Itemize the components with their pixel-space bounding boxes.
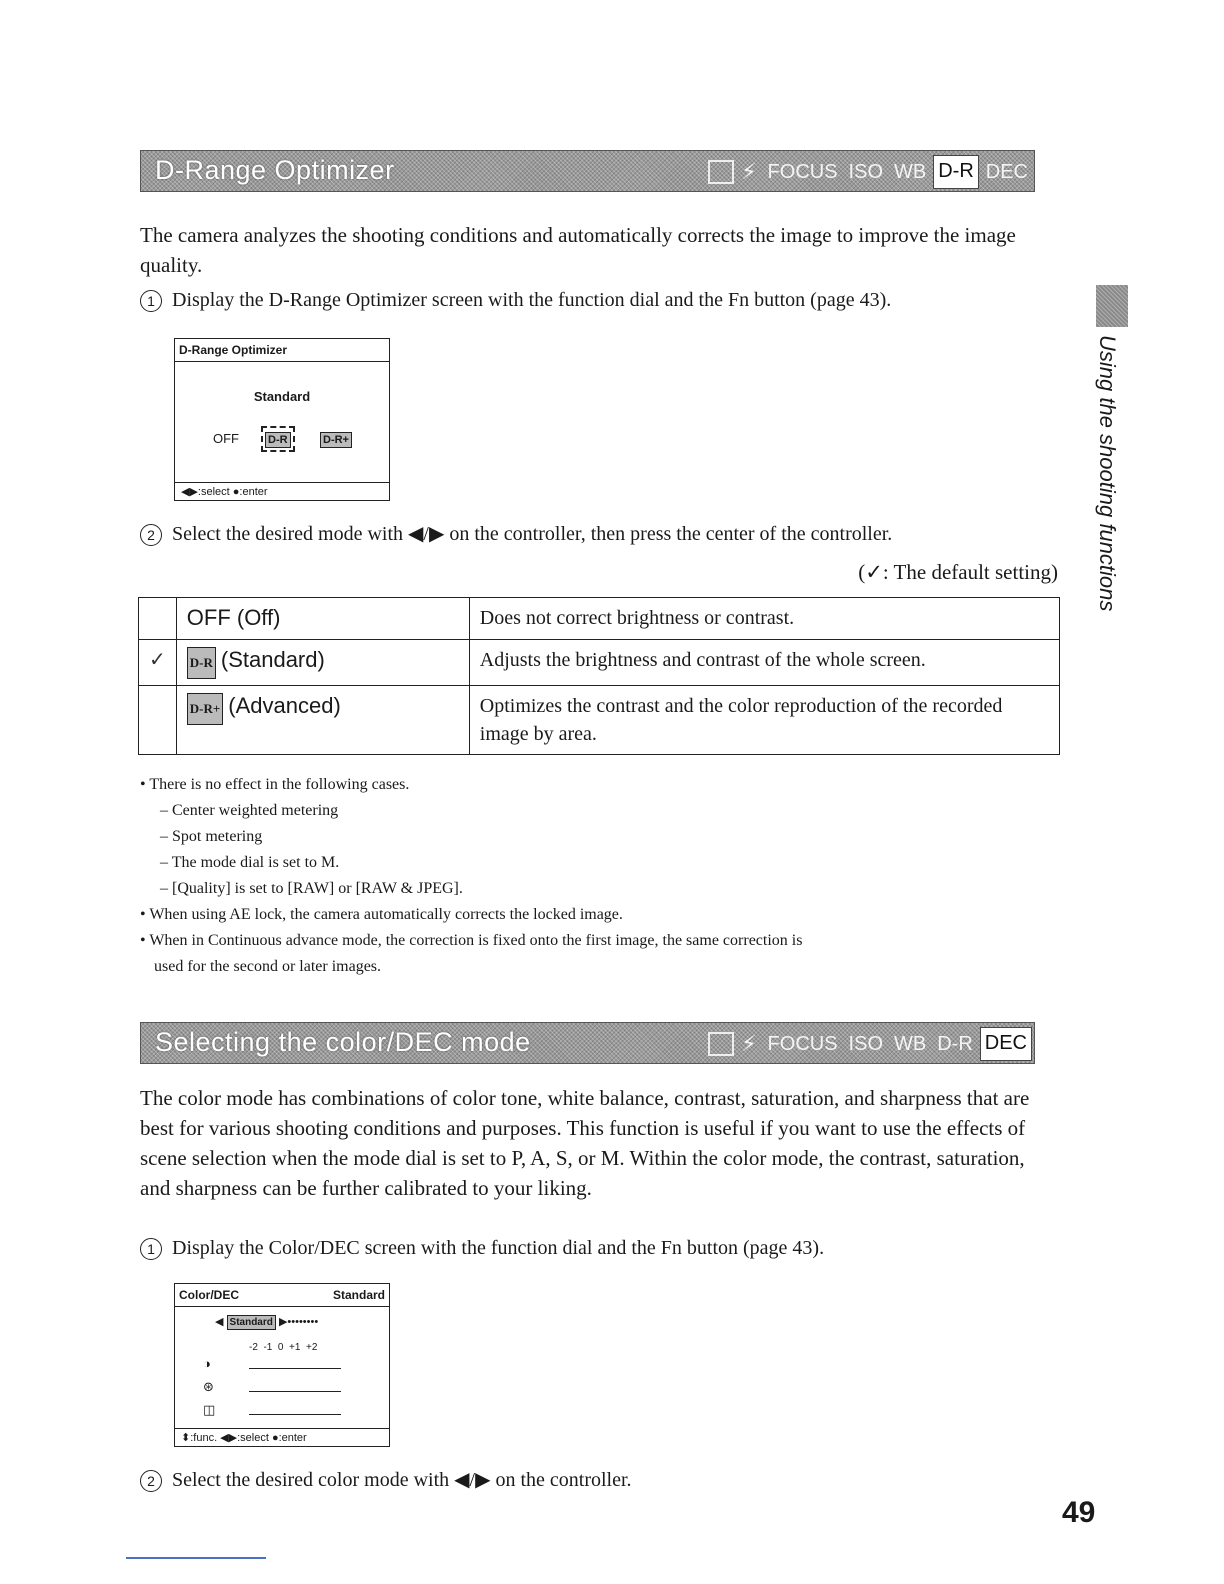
off-option: OFF (213, 431, 239, 446)
saturation-slider (249, 1391, 341, 1392)
contrast-slider (249, 1368, 341, 1369)
screen-footer: ◀▶:select ●:enter (175, 482, 389, 500)
function-tabs (708, 155, 1032, 189)
tab-iso: ISO (848, 161, 883, 183)
table-row (139, 640, 1060, 686)
d-range-screen (174, 338, 390, 501)
chapter-title: Using the shooting functions (1095, 335, 1120, 612)
mode-name: (Standard) (220, 647, 325, 672)
table-row (139, 686, 1060, 755)
mode-cell (176, 686, 469, 755)
flash-icon: ⚡ (741, 159, 757, 184)
step-text: Select the desired mode with ◀/▶ on the controller, then press the center of the controller. (172, 523, 893, 545)
chapter-tab-marker (1096, 285, 1128, 327)
step-text: Select the desired color mode with ◀/▶ on the controller. (172, 1469, 632, 1491)
flash-icon: ⚡ (741, 1031, 757, 1056)
step-number: 2 (140, 524, 162, 546)
intro-paragraph: The camera analyzes the shooting conditions and automatically corrects the image to improve the image quality. (140, 223, 1016, 277)
scale-labels: -2 -1 0 +1 +2 (249, 1342, 318, 1353)
list-item: • When in Continuous advance mode, the correction is fixed onto the first image, the same correction is (140, 932, 803, 949)
contrast-icon: ◑ (203, 1356, 211, 1371)
metering-icon (708, 1032, 734, 1056)
dr-icon: D-R (265, 432, 291, 448)
mode-desc: Does not correct brightness or contrast. (469, 598, 1059, 640)
step-1 (140, 286, 891, 314)
list-item: – Spot metering (160, 828, 263, 845)
arrow-left-icon: ◀ (215, 1316, 224, 1328)
mode-name: OFF (Off) (186, 605, 281, 630)
function-tabs (708, 1027, 1032, 1061)
step-number: 2 (140, 1470, 162, 1492)
screen-title: D-Range Optimizer (175, 339, 389, 362)
tab-focus: FOCUS (767, 1033, 838, 1055)
dr-plus-option (320, 430, 352, 448)
page-number: 49 (1062, 1496, 1096, 1529)
screen-value: Standard (332, 1288, 385, 1302)
section-title: D-Range Optimizer (155, 155, 395, 185)
color-dec-screen (174, 1283, 390, 1447)
dr-plus-icon: D-R+ (320, 432, 352, 448)
default-check-icon: ✓ (139, 640, 177, 686)
tab-focus: FOCUS (767, 161, 838, 183)
list-item: – [Quality] is set to [RAW] or [RAW & JPEG]. (160, 880, 463, 897)
step-2 (140, 1466, 632, 1494)
screen-title: Color/DEC Standard (175, 1284, 389, 1307)
saturation-icon: ⊛ (203, 1379, 214, 1394)
screen-selected: Standard (253, 389, 311, 404)
tab-dr-active: D-R (933, 155, 979, 189)
mode-name: (Advanced) (228, 693, 341, 718)
step-2 (140, 520, 892, 548)
dr-standard-icon: D-R (187, 647, 216, 679)
section-title: Selecting the color/DEC mode (155, 1027, 531, 1057)
tab-dec-active: DEC (980, 1027, 1032, 1061)
step-number: 1 (140, 1238, 162, 1260)
default-setting-note: (✓: The default setting) (858, 560, 1058, 584)
list-item: • When using AE lock, the camera automatically corrects the locked image. (140, 906, 623, 923)
list-item: – Center weighted metering (160, 802, 339, 819)
notes-list (140, 772, 1040, 980)
sharpness-icon: ◫ (203, 1402, 216, 1417)
intro-paragraph: The color mode has combinations of color tone, white balance, contrast, saturation, and sharpness that are best for various shooting conditions and purposes. This function is useful if you want to use the effects of scene selection when the mode dial is set to P, A, S, or M. Within the color mode, the contrast, saturation, and sharpness can be further calibrated to your liking. (140, 1086, 1030, 1200)
step-1 (140, 1234, 824, 1262)
modes-table (138, 597, 1060, 755)
default-check (139, 598, 177, 640)
step-number: 1 (140, 290, 162, 312)
color-mode-selector (215, 1315, 318, 1330)
section-header-d-range (140, 150, 1035, 192)
section-header-color-dec (140, 1022, 1035, 1064)
mode-cell (176, 640, 469, 686)
default-check (139, 686, 177, 755)
list-item: – The mode dial is set to M. (160, 854, 340, 871)
mode-desc: Optimizes the contrast and the color reproduction of the recorded image by area. (469, 686, 1059, 755)
list-item: • There is no effect in the following cases. (140, 776, 410, 793)
step-text: Display the D-Range Optimizer screen with the function dial and the Fn button (page 43). (172, 289, 892, 311)
step-text: Display the Color/DEC screen with the function dial and the Fn button (page 43). (172, 1237, 825, 1259)
table-row (139, 598, 1060, 640)
mode-desc: Adjusts the brightness and contrast of the whole screen. (469, 640, 1059, 686)
mode-cell (176, 598, 469, 640)
arrow-right-icon: ▶•••••••• (278, 1316, 319, 1328)
tab-dec: DEC (985, 161, 1028, 183)
tab-wb: WB (894, 161, 927, 183)
metering-icon (708, 160, 734, 184)
tab-iso: ISO (848, 1033, 883, 1055)
screen-footer: ⬍:func. ◀▶:select ●:enter (175, 1428, 389, 1446)
tab-dr: D-R (937, 1033, 973, 1055)
list-item: used for the second or later images. (154, 958, 382, 975)
dr-advanced-icon: D-R+ (187, 693, 224, 725)
sharpness-slider (249, 1414, 341, 1415)
color-mode-label: Standard (227, 1315, 276, 1330)
dr-option-selected (261, 426, 295, 452)
tab-wb: WB (894, 1033, 927, 1055)
footer-rule (126, 1557, 266, 1559)
